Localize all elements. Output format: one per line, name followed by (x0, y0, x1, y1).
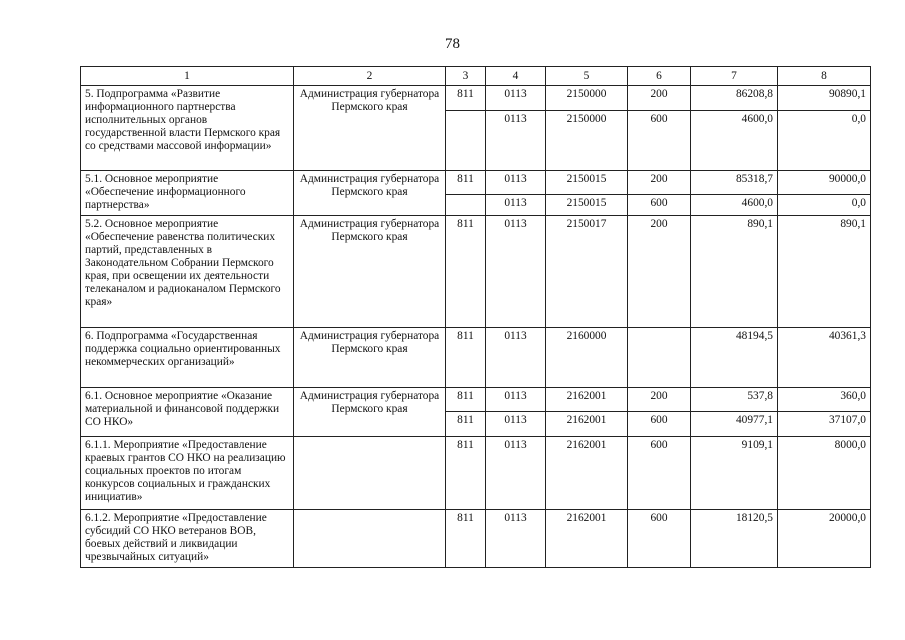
administrator-cell: Администрация губернатора Пермского края (294, 388, 446, 437)
program-name-cell: 6. Подпрограмма «Государственная поддержка социально ориентированных некоммерческих организаций» (81, 328, 294, 388)
program-name-cell: 5.2. Основное мероприятие «Обеспечение равенства политических партий, представленных в Законодательном Собрании Пермского края, при освещении их деятельности телеканалом и радиоканалом Пермского края» (81, 216, 294, 328)
table-row (81, 216, 871, 328)
code-cell: 811 (446, 216, 486, 328)
administrator-cell: Администрация губернатора Пермского края (294, 328, 446, 388)
page-number: 78 (445, 36, 460, 52)
section-cell: 0113 (486, 388, 546, 412)
header-cell-2: 2 (294, 67, 446, 86)
section-cell: 0113 (486, 111, 546, 171)
administrator-cell: Администрация губернатора Пермского края (294, 216, 446, 328)
amount-cell: 537,8 (691, 388, 778, 412)
amount-cell: 0,0 (778, 111, 871, 171)
section-cell: 0113 (486, 86, 546, 111)
amount-cell: 18120,5 (691, 510, 778, 568)
code-cell: 811 (446, 412, 486, 437)
code-cell: 811 (446, 328, 486, 388)
section-cell: 0113 (486, 195, 546, 216)
table-row (81, 86, 871, 111)
target-article-cell: 2162001 (546, 388, 628, 412)
expense-type-cell: 200 (628, 171, 691, 195)
target-article-cell: 2162001 (546, 412, 628, 437)
expense-type-cell: 600 (628, 412, 691, 437)
amount-cell: 4600,0 (691, 195, 778, 216)
amount-cell: 0,0 (778, 195, 871, 216)
amount-cell: 360,0 (778, 388, 871, 412)
header-cell-8: 8 (778, 67, 871, 86)
amount-cell: 40361,3 (778, 328, 871, 388)
table-row (81, 388, 871, 412)
expense-type-cell: 600 (628, 437, 691, 510)
target-article-cell: 2150015 (546, 171, 628, 195)
expense-type-cell: 200 (628, 216, 691, 328)
target-article-cell: 2150000 (546, 86, 628, 111)
header-cell-6: 6 (628, 67, 691, 86)
table-row (81, 328, 871, 388)
section-cell: 0113 (486, 510, 546, 568)
administrator-cell (294, 437, 446, 510)
amount-cell: 90000,0 (778, 171, 871, 195)
code-cell: 811 (446, 437, 486, 510)
expense-type-cell: 600 (628, 111, 691, 171)
administrator-cell: Администрация губернатора Пермского края (294, 86, 446, 171)
section-cell: 0113 (486, 328, 546, 388)
target-article-cell: 2150015 (546, 195, 628, 216)
table-row (81, 437, 871, 510)
target-article-cell: 2150017 (546, 216, 628, 328)
code-cell: 811 (446, 388, 486, 412)
amount-cell: 4600,0 (691, 111, 778, 171)
program-name-cell: 6.1. Основное мероприятие «Оказание материальной и финансовой поддержки СО НКО» (81, 388, 294, 437)
section-cell: 0113 (486, 412, 546, 437)
expense-type-cell (628, 328, 691, 388)
section-cell: 0113 (486, 437, 546, 510)
amount-cell: 8000,0 (778, 437, 871, 510)
administrator-cell: Администрация губернатора Пермского края (294, 171, 446, 216)
budget-table (80, 66, 871, 568)
amount-cell: 86208,8 (691, 86, 778, 111)
code-cell (446, 111, 486, 171)
target-article-cell: 2162001 (546, 510, 628, 568)
target-article-cell: 2160000 (546, 328, 628, 388)
program-name-cell: 5.1. Основное мероприятие «Обеспечение информационного партнерства» (81, 171, 294, 216)
amount-cell: 20000,0 (778, 510, 871, 568)
header-cell-5: 5 (546, 67, 628, 86)
header-row (81, 67, 871, 86)
header-cell-7: 7 (691, 67, 778, 86)
table-row (81, 510, 871, 568)
section-cell: 0113 (486, 171, 546, 195)
target-article-cell: 2162001 (546, 437, 628, 510)
table-body (81, 67, 871, 568)
amount-cell: 890,1 (691, 216, 778, 328)
amount-cell: 90890,1 (778, 86, 871, 111)
header-cell-1: 1 (81, 67, 294, 86)
amount-cell: 9109,1 (691, 437, 778, 510)
expense-type-cell: 600 (628, 195, 691, 216)
table-row (81, 171, 871, 195)
amount-cell: 40977,1 (691, 412, 778, 437)
header-cell-3: 3 (446, 67, 486, 86)
expense-type-cell: 600 (628, 510, 691, 568)
amount-cell: 37107,0 (778, 412, 871, 437)
program-name-cell: 6.1.1. Мероприятие «Предоставление краевых грантов СО НКО на реализацию социальных проектов по итогам конкурсов социальных и гражданских инициатив» (81, 437, 294, 510)
target-article-cell: 2150000 (546, 111, 628, 171)
amount-cell: 890,1 (778, 216, 871, 328)
program-name-cell: 6.1.2. Мероприятие «Предоставление субсидий СО НКО ветеранов ВОВ, боевых действий и ликвидации чрезвычайных ситуаций» (81, 510, 294, 568)
section-cell: 0113 (486, 216, 546, 328)
amount-cell: 48194,5 (691, 328, 778, 388)
code-cell: 811 (446, 171, 486, 195)
amount-cell: 85318,7 (691, 171, 778, 195)
expense-type-cell: 200 (628, 388, 691, 412)
expense-type-cell: 200 (628, 86, 691, 111)
administrator-cell (294, 510, 446, 568)
code-cell: 811 (446, 86, 486, 111)
program-name-cell: 5. Подпрограмма «Развитие информационного партнерства исполнительных органов государственной власти Пермского края со средствами массовой информации» (81, 86, 294, 171)
code-cell (446, 195, 486, 216)
code-cell: 811 (446, 510, 486, 568)
header-cell-4: 4 (486, 67, 546, 86)
